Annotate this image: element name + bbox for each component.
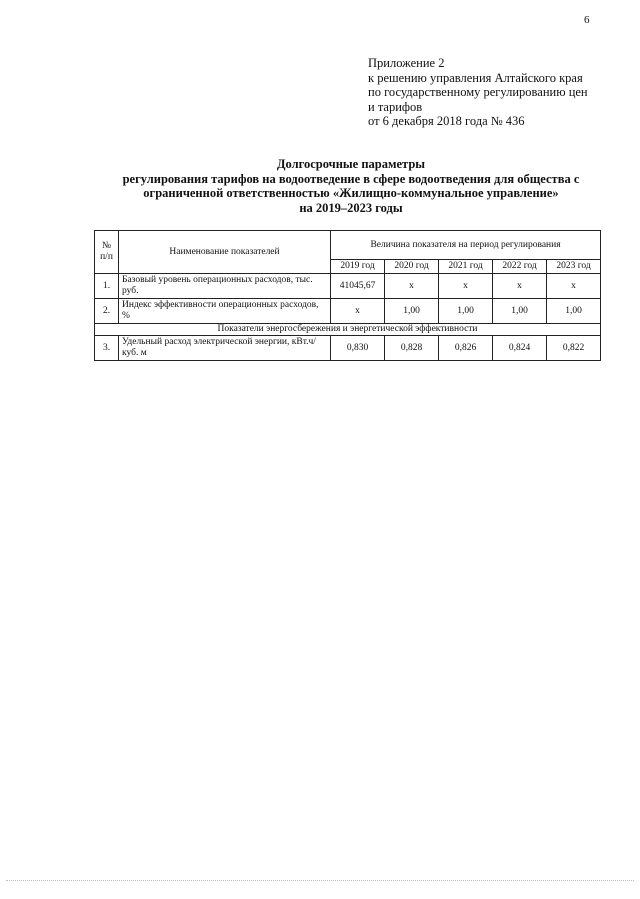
row-indicator: Индекс эффективности операционных расходов, % [119, 299, 331, 324]
row-value: х [385, 274, 439, 299]
title-line: Долгосрочные параметры [276, 157, 426, 171]
row-value: 0,826 [439, 336, 493, 361]
appendix-line: к решению управления Алтайского края [368, 70, 583, 85]
row-value: 1,00 [385, 299, 439, 324]
document-title [96, 157, 606, 215]
header-year: 2019 год [331, 260, 385, 274]
section-heading: Показатели энергосбережения и энергетической эффективности [95, 324, 601, 336]
row-value: 1,00 [493, 299, 547, 324]
header-year: 2023 год [547, 260, 601, 274]
header-number: № п/п [95, 231, 119, 274]
appendix-line: от 6 декабря 2018 года № 436 [368, 114, 525, 129]
row-value: 0,822 [547, 336, 601, 361]
header-indicator-name: Наименование показателей [119, 231, 331, 274]
table-row [95, 336, 601, 361]
title-line: регулирования тарифов на водоотведение в сфере водоотведения для общества с [122, 171, 580, 186]
row-value: 1,00 [439, 299, 493, 324]
row-value: 0,828 [385, 336, 439, 361]
row-value: х [439, 274, 493, 299]
row-value: х [547, 274, 601, 299]
row-value: 0,830 [331, 336, 385, 361]
row-value: х [331, 299, 385, 324]
row-indicator: Базовый уровень операционных расходов, тыс. руб. [119, 274, 331, 299]
page-number: 6 [584, 14, 590, 26]
row-value: 0,824 [493, 336, 547, 361]
table-header-row [95, 231, 601, 260]
appendix-line: и тарифов [368, 99, 423, 114]
row-value: 1,00 [547, 299, 601, 324]
header-year: 2021 год [439, 260, 493, 274]
row-number: 2. [95, 299, 119, 324]
table-row [95, 274, 601, 299]
title-line: на 2019–2023 годы [299, 200, 403, 215]
row-value: х [493, 274, 547, 299]
row-number: 3. [95, 336, 119, 361]
row-indicator: Удельный расход электрической энергии, кВт.ч/куб. м [119, 336, 331, 361]
appendix-line: по государственному регулированию цен [368, 85, 588, 100]
parameters-table [94, 230, 601, 361]
header-year: 2022 год [493, 260, 547, 274]
row-number: 1. [95, 274, 119, 299]
page-edge-divider [6, 880, 634, 881]
header-year: 2020 год [385, 260, 439, 274]
title-line: ограниченной ответственностью «Жилищно-коммунальное управление» [143, 186, 559, 201]
header-value-period: Величина показателя на период регулирования [331, 231, 601, 260]
row-value: 41045,67 [331, 274, 385, 299]
appendix-block [368, 56, 588, 129]
appendix-line: Приложение 2 [368, 56, 445, 70]
table-section-row [95, 324, 601, 336]
table-row [95, 299, 601, 324]
